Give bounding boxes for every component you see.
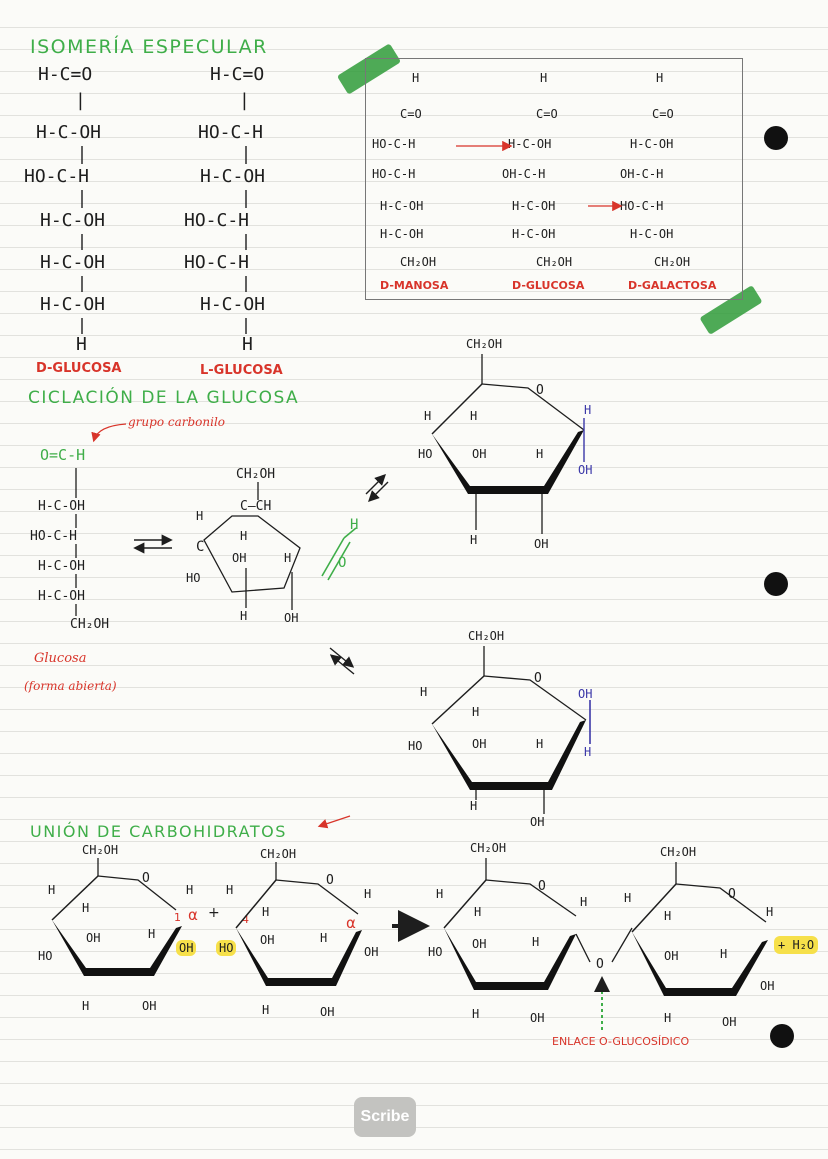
intermediate-o-green: O	[338, 555, 347, 571]
ring-lower-oh-blue: OH	[578, 687, 593, 701]
m1-h: H	[82, 901, 90, 915]
l-glucosa-row: HO-C-H	[198, 122, 264, 143]
l-glucosa-row: HO-C-H	[184, 210, 250, 231]
ring-upper-h: H	[470, 533, 478, 547]
l-glucosa-label: L-GLUCOSA	[200, 363, 283, 378]
intermediate-c-ch: C—CH	[240, 499, 272, 514]
d-ch2oh: CH₂OH	[470, 841, 507, 855]
l-glucosa-row: H-C=O	[210, 64, 265, 85]
ring-lower-ch2oh: CH₂OH	[468, 629, 505, 643]
l-glucosa-row: H-C-OH	[200, 294, 266, 315]
m1-h: H	[186, 883, 194, 897]
d-glucosa-row: H	[76, 334, 87, 355]
manosa-row: H	[412, 71, 420, 85]
ring-lower-o: O	[534, 671, 542, 686]
carbonyl-arrow	[94, 424, 126, 440]
d-glucosa-row: H-C-OH	[40, 294, 106, 315]
ring-upper-oh: OH	[534, 537, 549, 551]
d-o: O	[538, 879, 546, 894]
box-glucosa-row: H-C-OH	[512, 199, 556, 213]
d2-ch2oh: CH₂OH	[660, 845, 697, 859]
d2-h: H	[766, 905, 774, 919]
manosa-row: HO-C-H	[372, 167, 416, 181]
ring-lower-h-blue: H	[584, 745, 592, 759]
water-highlight: + H₂O	[774, 936, 818, 954]
m1-oh: OH	[142, 999, 157, 1013]
m2-o: O	[326, 873, 334, 888]
d-glucosa-row: H-C=O	[38, 64, 93, 85]
manosa-row: C=O	[400, 107, 422, 121]
m2-h: H	[364, 887, 372, 901]
l-glucosa-row: HO-C-H	[184, 252, 250, 273]
fischer-bonds	[82, 146, 246, 334]
ho-highlight: HO	[216, 940, 236, 956]
galactosa-row: H-C-OH	[630, 137, 674, 151]
d-h: H	[474, 905, 482, 919]
ring-lower-oh: OH	[472, 737, 487, 751]
galactosa-row: OH-C-H	[620, 167, 664, 181]
m1-oh: OH	[86, 931, 101, 945]
galactosa-row: CH₂OH	[654, 255, 691, 269]
d2-o: O	[728, 887, 736, 902]
galactosa-row: C=O	[652, 107, 674, 121]
intermediate-oh: OH	[284, 611, 299, 625]
oh-highlight: OH	[176, 940, 196, 956]
ring-upper-ho: HO	[418, 447, 433, 461]
ring-upper-h: H	[470, 409, 478, 423]
d-manosa-label: D-MANOSA	[380, 279, 449, 292]
intermediate-h: H	[196, 509, 204, 523]
d-h: H	[532, 935, 540, 949]
d-glucosa-row: |	[75, 90, 86, 111]
intermediate-ch2oh: CH₂OH	[236, 467, 276, 482]
open-chain-row: H-C-OH	[38, 589, 85, 604]
m2-h: H	[320, 931, 328, 945]
d-glucosa-row: H-C-OH	[36, 122, 102, 143]
box-glucosa-row: H	[540, 71, 548, 85]
grupo-carbonilo-note: grupo carbonilo	[128, 415, 226, 429]
heading-union: UNIÓN DE CARBOHIDRATOS	[30, 822, 287, 841]
m1-ch2oh: CH₂OH	[82, 843, 119, 857]
open-chain-row: H-C-OH	[38, 559, 85, 574]
disaccharide-ring-2	[632, 862, 768, 996]
d-h: H	[580, 895, 588, 909]
heading-isomeria: ISOMERÍA ESPECULAR	[30, 36, 268, 58]
d-ho: HO	[428, 945, 443, 959]
ring-lower-drawing	[432, 646, 593, 814]
d2-h: H	[624, 891, 632, 905]
monomer-2-ring	[236, 862, 362, 986]
monomer-1-ring	[52, 858, 182, 976]
box-glucosa-row: H-C-OH	[512, 227, 556, 241]
intermediate-h: H	[240, 609, 248, 623]
d-galactosa-label: D-GALACTOSA	[628, 279, 717, 292]
m2-ch2oh: CH₂OH	[260, 847, 297, 861]
manosa-row: H-C-OH	[380, 199, 424, 213]
disaccharide-ring-1	[444, 858, 632, 990]
m2-h: H	[226, 883, 234, 897]
d-glucosa-row: H-C-OH	[40, 210, 106, 231]
intermediate-c: C	[196, 539, 205, 555]
d2-oh: OH	[760, 979, 775, 993]
d2-h: H	[720, 947, 728, 961]
d2-h: H	[664, 909, 672, 923]
heading-ciclacion: CICLACIÓN DE LA GLUCOSA	[28, 388, 300, 408]
d2-oh: OH	[664, 949, 679, 963]
ring-upper-h: H	[536, 447, 544, 461]
union-arrow	[320, 816, 350, 826]
ring-upper-ch2oh: CH₂OH	[466, 337, 503, 351]
intermediate-ho: HO	[186, 571, 201, 585]
scribe-watermark: Scribe	[354, 1097, 416, 1137]
box-glucosa-row: C=O	[536, 107, 558, 121]
ring-upper-drawing	[432, 354, 584, 534]
m2-h: H	[262, 905, 270, 919]
m1-h: H	[148, 927, 156, 941]
manosa-row: HO-C-H	[372, 137, 416, 151]
m1-h: H	[82, 999, 90, 1013]
link-alpha-1: α	[188, 906, 198, 924]
d-glucosa-box-label: D-GLUCOSA	[512, 279, 585, 292]
ring-upper-oh-blue: OH	[578, 463, 593, 477]
box-glucosa-row: H-C-OH	[508, 137, 552, 151]
d-oh: OH	[530, 1011, 545, 1025]
ring-lower-h: H	[420, 685, 428, 699]
d-h: H	[472, 1007, 480, 1021]
d-h: H	[436, 887, 444, 901]
d2-oh: OH	[722, 1015, 737, 1029]
l-glucosa-row: |	[239, 90, 250, 111]
m1-ho: HO	[38, 949, 53, 963]
intermediate-oh: OH	[232, 551, 247, 565]
glucosa-label: Glucosa	[34, 651, 87, 666]
intermediate-skeleton	[204, 482, 300, 610]
galactosa-row: H	[656, 71, 664, 85]
intermediate-carbonyl	[322, 528, 356, 580]
l-glucosa-row: H-C-OH	[200, 166, 266, 187]
ring-lower-ho: HO	[408, 739, 423, 753]
d-glucosa-label: D-GLUCOSA	[36, 361, 122, 376]
m1-o: O	[142, 871, 150, 886]
box-glucosa-row: CH₂OH	[536, 255, 573, 269]
galactosa-row: HO-C-H	[620, 199, 664, 213]
link-four: 4	[242, 913, 249, 926]
intermediate-h-green: H	[350, 517, 359, 533]
ring-upper-h-blue: H	[584, 403, 592, 417]
m2-h: H	[262, 1003, 270, 1017]
ring-lower-h: H	[536, 737, 544, 751]
galactosa-row: H-C-OH	[630, 227, 674, 241]
m1-h: H	[48, 883, 56, 897]
plus-sign: +	[208, 905, 220, 921]
glycosidic-o: O	[596, 957, 604, 972]
d2-h: H	[664, 1011, 672, 1025]
ring-upper-oh: OH	[472, 447, 487, 461]
ring-lower-h: H	[470, 799, 478, 813]
box-glucosa-row: OH-C-H	[502, 167, 546, 181]
enlace-label: ENLACE O-GLUCOSÍDICO	[552, 1035, 690, 1048]
open-chain-row: H-C-OH	[38, 499, 85, 514]
intermediate-h: H	[240, 529, 248, 543]
d-oh: OH	[472, 937, 487, 951]
manosa-row: CH₂OH	[400, 255, 437, 269]
ring-upper-o: O	[536, 383, 544, 398]
intermediate-h: H	[284, 551, 292, 565]
equilibrium-arrows	[134, 476, 388, 674]
m2-oh: OH	[260, 933, 275, 947]
l-glucosa-row: H	[242, 334, 253, 355]
manosa-row: H-C-OH	[380, 227, 424, 241]
ring-upper-h: H	[424, 409, 432, 423]
d-glucosa-row: H-C-OH	[40, 252, 106, 273]
ring-lower-h: H	[472, 705, 480, 719]
forma-abierta-label: (forma abierta)	[24, 679, 117, 693]
d-glucosa-row: HO-C-H	[24, 166, 90, 187]
open-chain-row: HO-C-H	[30, 529, 77, 544]
open-chain-row: CH₂OH	[70, 617, 110, 632]
m2-oh: OH	[364, 945, 379, 959]
open-chain-row: O=C-H	[40, 446, 86, 464]
m2-oh: OH	[320, 1005, 335, 1019]
ring-lower-oh: OH	[530, 815, 545, 829]
link-one: 1	[174, 911, 181, 924]
link-alpha-2: α	[346, 914, 356, 932]
